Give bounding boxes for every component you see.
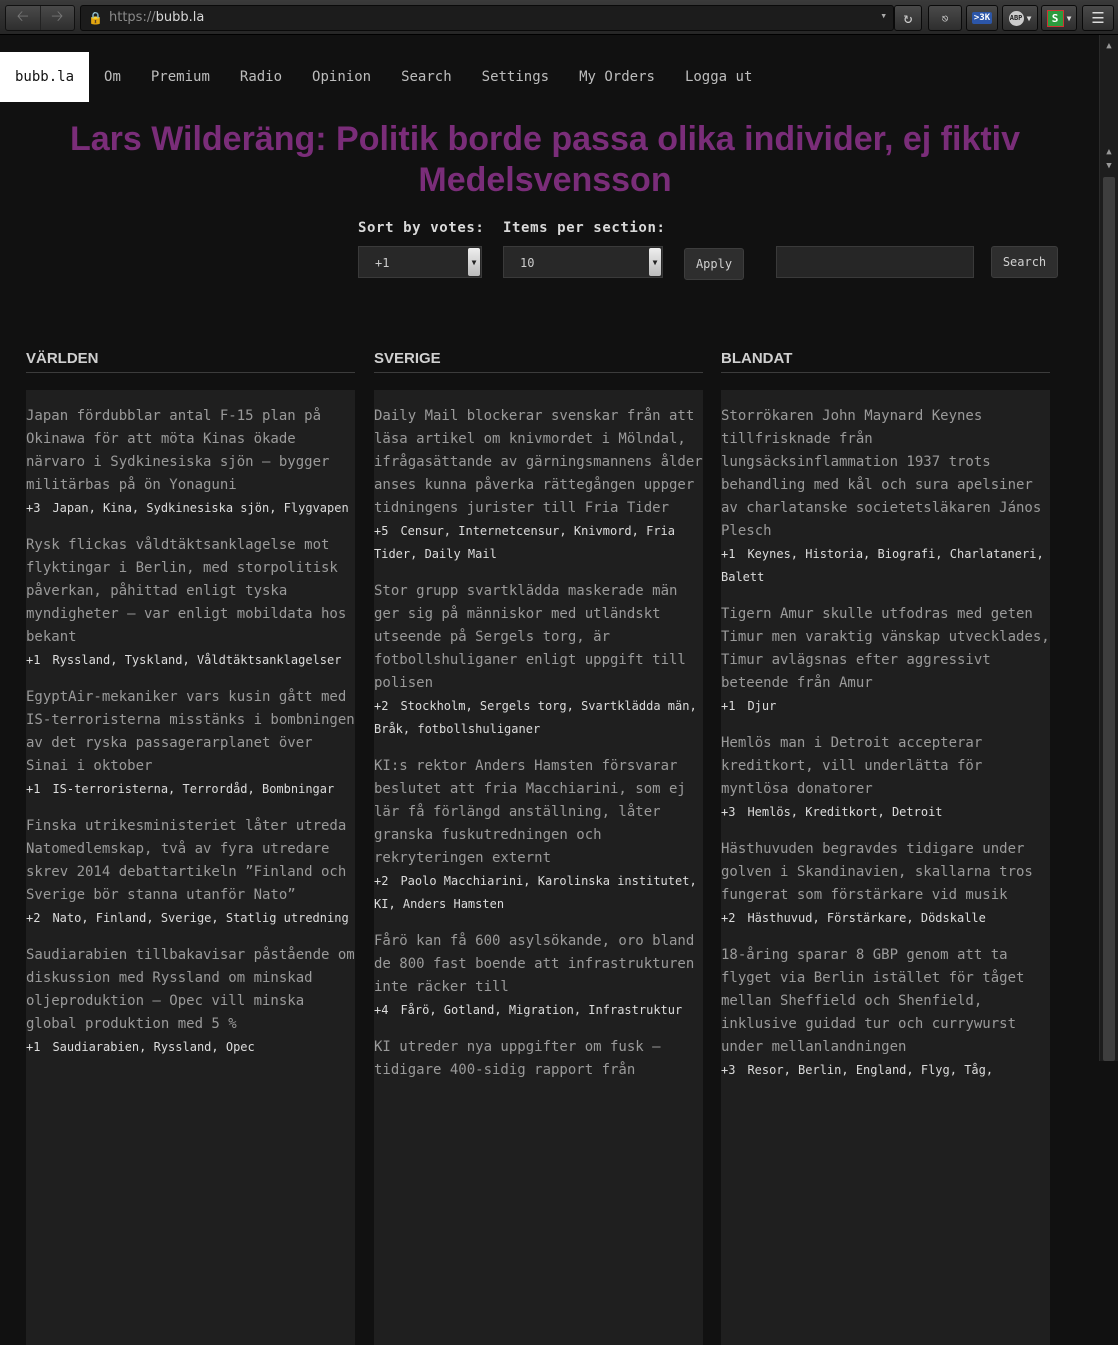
section-title: BLANDAT xyxy=(721,350,1050,373)
page-content xyxy=(0,35,1100,1078)
url-text xyxy=(109,10,204,25)
browser-toolbar xyxy=(0,0,1118,35)
chevron-down-icon: ▼ xyxy=(1026,13,1032,23)
news-item xyxy=(721,838,1050,930)
items-per-section-label: Items per section: xyxy=(503,220,666,236)
sort-label: Sort by votes: xyxy=(358,220,485,236)
nav-item-premium[interactable]: Premium xyxy=(150,69,210,85)
news-list xyxy=(374,390,703,1345)
news-meta xyxy=(26,497,355,520)
news-item xyxy=(26,534,355,672)
items-per-section-select[interactable] xyxy=(503,246,663,278)
tag-list[interactable]: Fårö, Gotland, Migration, Infrastruktur xyxy=(400,1003,683,1017)
news-item xyxy=(26,686,355,801)
news-title-link[interactable]: Hemlös man i Detroit accepterar kreditkort, vill underlätta för myntlösa donatorer xyxy=(721,735,983,797)
news-title-link[interactable]: Fårö kan få 600 asylsökande, oro bland de 800 fast boende att infrastrukturen inte räcker till xyxy=(374,933,695,995)
news-item xyxy=(721,405,1050,589)
download-icon[interactable]: ⎋ xyxy=(928,5,962,31)
forward-arrow-icon[interactable]: 🡢 xyxy=(40,6,75,30)
reload-icon[interactable]: ↻ xyxy=(894,5,922,31)
back-arrow-icon[interactable]: 🡠 xyxy=(16,6,29,25)
vote-score: +1 xyxy=(26,653,41,667)
adblock-button[interactable] xyxy=(1002,5,1038,31)
news-meta xyxy=(721,695,1050,718)
news-title-link[interactable]: KI:s rektor Anders Hamsten försvarar beslutet att fria Macchiarini, som ej lär få förlängd anställning, låter granska fuskutredningen och rekryteringen externt xyxy=(374,758,686,866)
nav-item-logout[interactable]: Logga ut xyxy=(684,69,753,85)
news-item xyxy=(26,815,355,930)
scroll-up-icon[interactable]: ▲ xyxy=(1106,41,1112,51)
news-item xyxy=(374,930,703,1022)
news-meta xyxy=(374,1082,703,1105)
vote-score: +1 xyxy=(26,1040,41,1054)
tag-list[interactable]: Ryssland, Tyskland, Våldtäktsanklagelser xyxy=(52,653,342,667)
vote-score: +2 xyxy=(26,911,41,925)
lock-icon: 🔒 xyxy=(88,11,103,25)
url-protocol: https:// xyxy=(109,10,156,25)
news-item xyxy=(374,755,703,916)
scroll-up-icon[interactable]: ▲ xyxy=(1106,147,1112,157)
vote-score: +5 xyxy=(374,524,389,538)
nav-item-my-orders[interactable]: My Orders xyxy=(579,69,655,85)
sort-select-value: +1 xyxy=(375,256,390,270)
nav-item-om[interactable]: Om xyxy=(104,69,121,85)
news-title-link[interactable]: EgyptAir-mekaniker vars kusin gått med IS-terroristerna misstänks i bombningen av det ryska passagerarplanet över Sinai i oktober xyxy=(26,689,355,774)
scroll-down-icon[interactable]: ▼ xyxy=(1106,161,1112,171)
chevron-down-icon: ▼ xyxy=(649,248,661,276)
news-meta xyxy=(721,543,1050,589)
column-sverige xyxy=(374,350,703,1345)
chevron-down-icon: ▼ xyxy=(1066,13,1072,23)
site-navigation xyxy=(0,52,767,102)
news-title-link[interactable]: Saudiarabien tillbakavisar påstående om diskussion med Ryssland om minskad oljeproduktion – Opec vill minska global produktion med 5 % xyxy=(26,947,355,1032)
vote-score: +3 xyxy=(721,805,736,819)
nav-item-settings[interactable]: Settings xyxy=(481,69,550,85)
url-dropdown-icon[interactable]: ▾ xyxy=(880,9,887,22)
tag-list[interactable]: Resor, Berlin, England, Flyg, Tåg, xyxy=(747,1063,994,1077)
news-title-link[interactable]: Storrökaren John Maynard Keynes tillfrisknade från lungsäcksinflammation 1937 trots behandling med kål och sura apelsiner av charlatanske societetsläkaren János Plesch xyxy=(721,408,1042,539)
vote-score: +2 xyxy=(374,874,389,888)
news-title-link[interactable]: 18-åring sparar 8 GBP genom att ta flyget via Berlin istället för tåget mellan Sheffield och Shenfield, inklusive guidad tur och currywurst under mellanlandningen xyxy=(721,947,1025,1055)
news-meta xyxy=(26,907,355,930)
tag-list[interactable]: Nato, Finland, Sverige, Statlig utredning xyxy=(52,911,349,925)
tag-list[interactable]: IS-terroristerna, Terrordåd, Bombningar xyxy=(52,782,335,796)
extension-3k-icon: >3K xyxy=(973,13,991,23)
news-item xyxy=(721,732,1050,824)
news-meta xyxy=(721,907,1050,930)
news-title-link[interactable]: Rysk flickas våldtäktsanklagelse mot flyktingar i Berlin, med storpolitisk påverkan, påhittad enligt tyska myndigheter – var enligt mobildata hos bekant xyxy=(26,537,347,645)
news-item xyxy=(374,405,703,566)
news-title-link[interactable]: KI utreder nya uppgifter om fusk – tidigare 400-sidig rapport från xyxy=(374,1039,661,1078)
nav-item-opinion[interactable]: Opinion xyxy=(312,69,372,85)
news-meta xyxy=(26,649,355,672)
news-list xyxy=(721,390,1050,1345)
tag-list[interactable]: Paolo Macchiarini, Karolinska institutet, KI, Anders Hamsten xyxy=(374,874,697,911)
news-meta xyxy=(721,1059,1050,1082)
extension-3k-button[interactable] xyxy=(966,5,998,31)
url-host: bubb.la xyxy=(155,10,205,25)
column-blandat xyxy=(721,350,1050,1345)
news-item xyxy=(721,944,1050,1082)
address-bar[interactable] xyxy=(80,5,894,31)
search-input[interactable] xyxy=(776,246,974,278)
tag-list[interactable]: Japan, Kina, Sydkinesiska sjön, Flygvapen xyxy=(52,501,349,515)
tag-list[interactable]: Djur xyxy=(747,699,777,713)
extension-s-icon: S xyxy=(1047,10,1064,27)
vote-score: +3 xyxy=(26,501,41,515)
vote-score: +1 xyxy=(721,699,736,713)
tag-list[interactable]: Censur, Internetcensur, Knivmord, Fria Tider, Daily Mail xyxy=(374,524,675,561)
news-item xyxy=(26,944,355,1059)
news-title-link[interactable]: Daily Mail blockerar svenskar från att läsa artikel om knivmordet i Mölndal, ifrågasättande av gärningsmannens ålder anses kunna påverka rättegången uppger tidningens jurister till Fria Tider xyxy=(374,408,703,516)
items-select-value: 10 xyxy=(520,256,535,270)
hamburger-menu-icon[interactable]: ☰ xyxy=(1082,5,1114,31)
news-item xyxy=(374,1036,703,1105)
tag-list[interactable]: Keynes, Historia, Biografi, Charlataneri, Balett xyxy=(721,547,1044,584)
news-meta xyxy=(374,695,703,741)
tag-list[interactable]: Saudiarabien, Ryssland, Opec xyxy=(52,1040,255,1054)
news-title-link[interactable]: Japan fördubblar antal F-15 plan på Okinawa för att möta Kinas ökade närvaro i Sydkinesiska sjön – bygger militärbas på ön Yonaguni xyxy=(26,408,330,493)
vote-score: +1 xyxy=(721,547,736,561)
scrollbar-thumb[interactable] xyxy=(1103,177,1115,1061)
search-button[interactable]: Search xyxy=(991,246,1058,278)
chevron-down-icon: ▼ xyxy=(468,248,480,276)
news-title-link[interactable]: Hästhuvuden begravdes tidigare under golven i Skandinavien, skallarna tros fungerat som förstärkare vid musik xyxy=(721,841,1033,903)
news-title-link[interactable]: Stor grupp svartklädda maskerade män ger sig på människor med utländskt utseende på Sergels torg, är fotbollshuliganer enligt uppgift till polisen xyxy=(374,583,686,691)
vote-score: +3 xyxy=(721,1063,736,1077)
adblock-icon: ABP xyxy=(1009,11,1024,26)
tag-list[interactable]: Hästhuvud, Förstärkare, Dödskalle xyxy=(747,911,986,925)
nav-item-home[interactable]: bubb.la xyxy=(0,52,89,102)
news-meta xyxy=(374,870,703,916)
news-meta xyxy=(26,1036,355,1059)
extension-s-button[interactable] xyxy=(1041,5,1077,31)
headline-link[interactable]: Lars Wilderäng: Politik borde passa olika individer, ej fiktiv Medelsvensson xyxy=(69,120,1021,199)
news-list xyxy=(26,390,355,1345)
vote-score: +2 xyxy=(374,699,389,713)
sort-select[interactable] xyxy=(358,246,482,278)
news-title-link[interactable]: Tigern Amur skulle utfodras med geten Timur men varaktig vänskap utvecklades, Timur avlägsnas efter aggressivt beteende från Amur xyxy=(721,606,1050,691)
section-title: VÄRLDEN xyxy=(26,350,355,373)
news-title-link[interactable]: Finska utrikesministeriet låter utreda Natomedlemskap, två av fyra utredare skrev 2014 debattartikeln ”Finland och Sverige bör stanna utanför Nato” xyxy=(26,818,347,903)
section-title: SVERIGE xyxy=(374,350,703,373)
tag-list[interactable]: Hemlös, Kreditkort, Detroit xyxy=(747,805,943,819)
news-meta xyxy=(721,801,1050,824)
vertical-scrollbar[interactable] xyxy=(1099,35,1118,1061)
vote-score: +4 xyxy=(374,1003,389,1017)
news-meta xyxy=(26,778,355,801)
nav-item-radio[interactable]: Radio xyxy=(239,69,283,85)
news-item xyxy=(26,405,355,520)
history-buttons xyxy=(5,5,75,31)
vote-score: +2 xyxy=(721,911,736,925)
news-meta xyxy=(374,999,703,1022)
news-meta xyxy=(374,520,703,566)
vote-score: +1 xyxy=(26,782,41,796)
news-item xyxy=(721,603,1050,718)
tag-list[interactable]: Stockholm, Sergels torg, Svartklädda män, Bråk, fotbollshuliganer xyxy=(374,699,697,736)
news-item xyxy=(374,580,703,741)
apply-button[interactable]: Apply xyxy=(684,248,744,280)
column-varlden xyxy=(26,350,355,1345)
nav-item-search[interactable]: Search xyxy=(401,69,452,85)
